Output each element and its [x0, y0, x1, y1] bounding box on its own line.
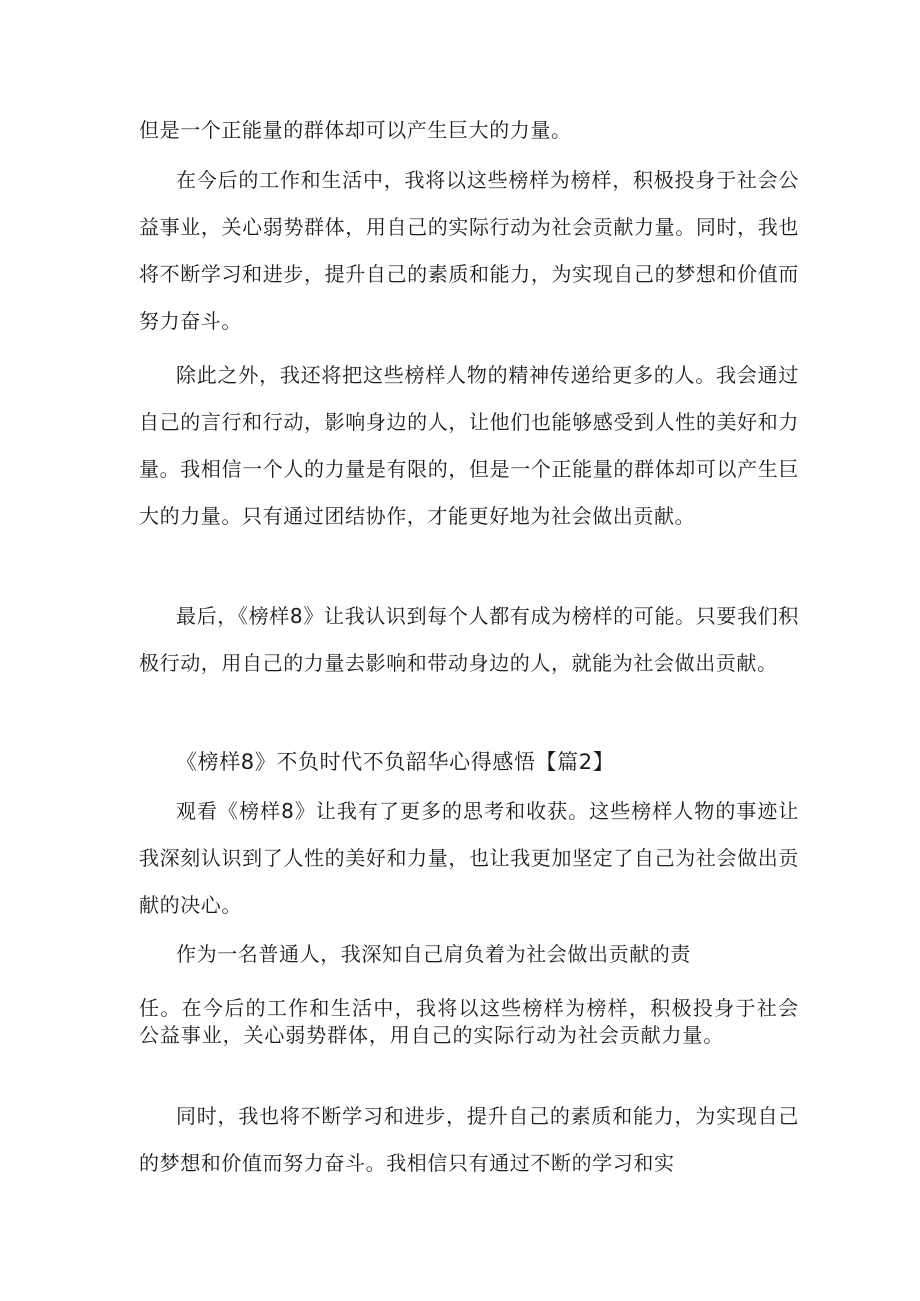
paragraph-ordinary-person: 作为一名普通人，我深知自己肩负着为社会做出贡献的责 — [176, 942, 691, 966]
paragraph-spread-spirit: 除此之外，我还将把这些榜样人物的精神传递给更多的人。我会通过自己的言行和行动，影响身边的人，让他们也能够感受到人性的美好和力量。我相信一个人的力量是有限的，但是一个正能量的群体却可以产生巨大的力量。只有通过团结协作，才能更好地为社会做出贡献。 — [139, 363, 799, 528]
paragraph-responsibility: 任。在今后的工作和生活中，我将以这些榜样为榜样，积极投身于社会公益事业，关心弱势群体，用自己的实际行动为社会贡献力量。 — [139, 996, 799, 1047]
paragraph-conclusion: 最后，《榜样8》让我认识到每个人都有成为榜样的可能。只要我们积极行动，用自己的力量去影响和带动身边的人，就能为社会做出贡献。 — [139, 604, 799, 675]
paragraph-reflection: 观看《榜样8》让我有了更多的思考和收获。这些榜样人物的事迹让我深刻认识到了人性的美好和力量，也让我更加坚定了自己为社会做出贡献的决心。 — [139, 799, 799, 917]
section-heading: 《榜样8》不负时代不负韶华心得感悟【篇2】 — [176, 750, 615, 774]
paragraph-continuation: 但是一个正能量的群体却可以产生巨大的力量。 — [139, 118, 572, 142]
paragraph-future-work: 在今后的工作和生活中，我将以这些榜样为榜样，积极投身于社会公益事业，关心弱势群体，用自己的实际行动为社会贡献力量。同时，我也将不断学习和进步，提升自己的素质和能力，为实现自己的梦想和价值而努力奋斗。 — [139, 168, 799, 333]
paragraph-learning: 同时，我也将不断学习和进步，提升自己的素质和能力，为实现自己的梦想和价值而努力奋斗。我相信只有通过不断的学习和实 — [139, 1104, 799, 1175]
